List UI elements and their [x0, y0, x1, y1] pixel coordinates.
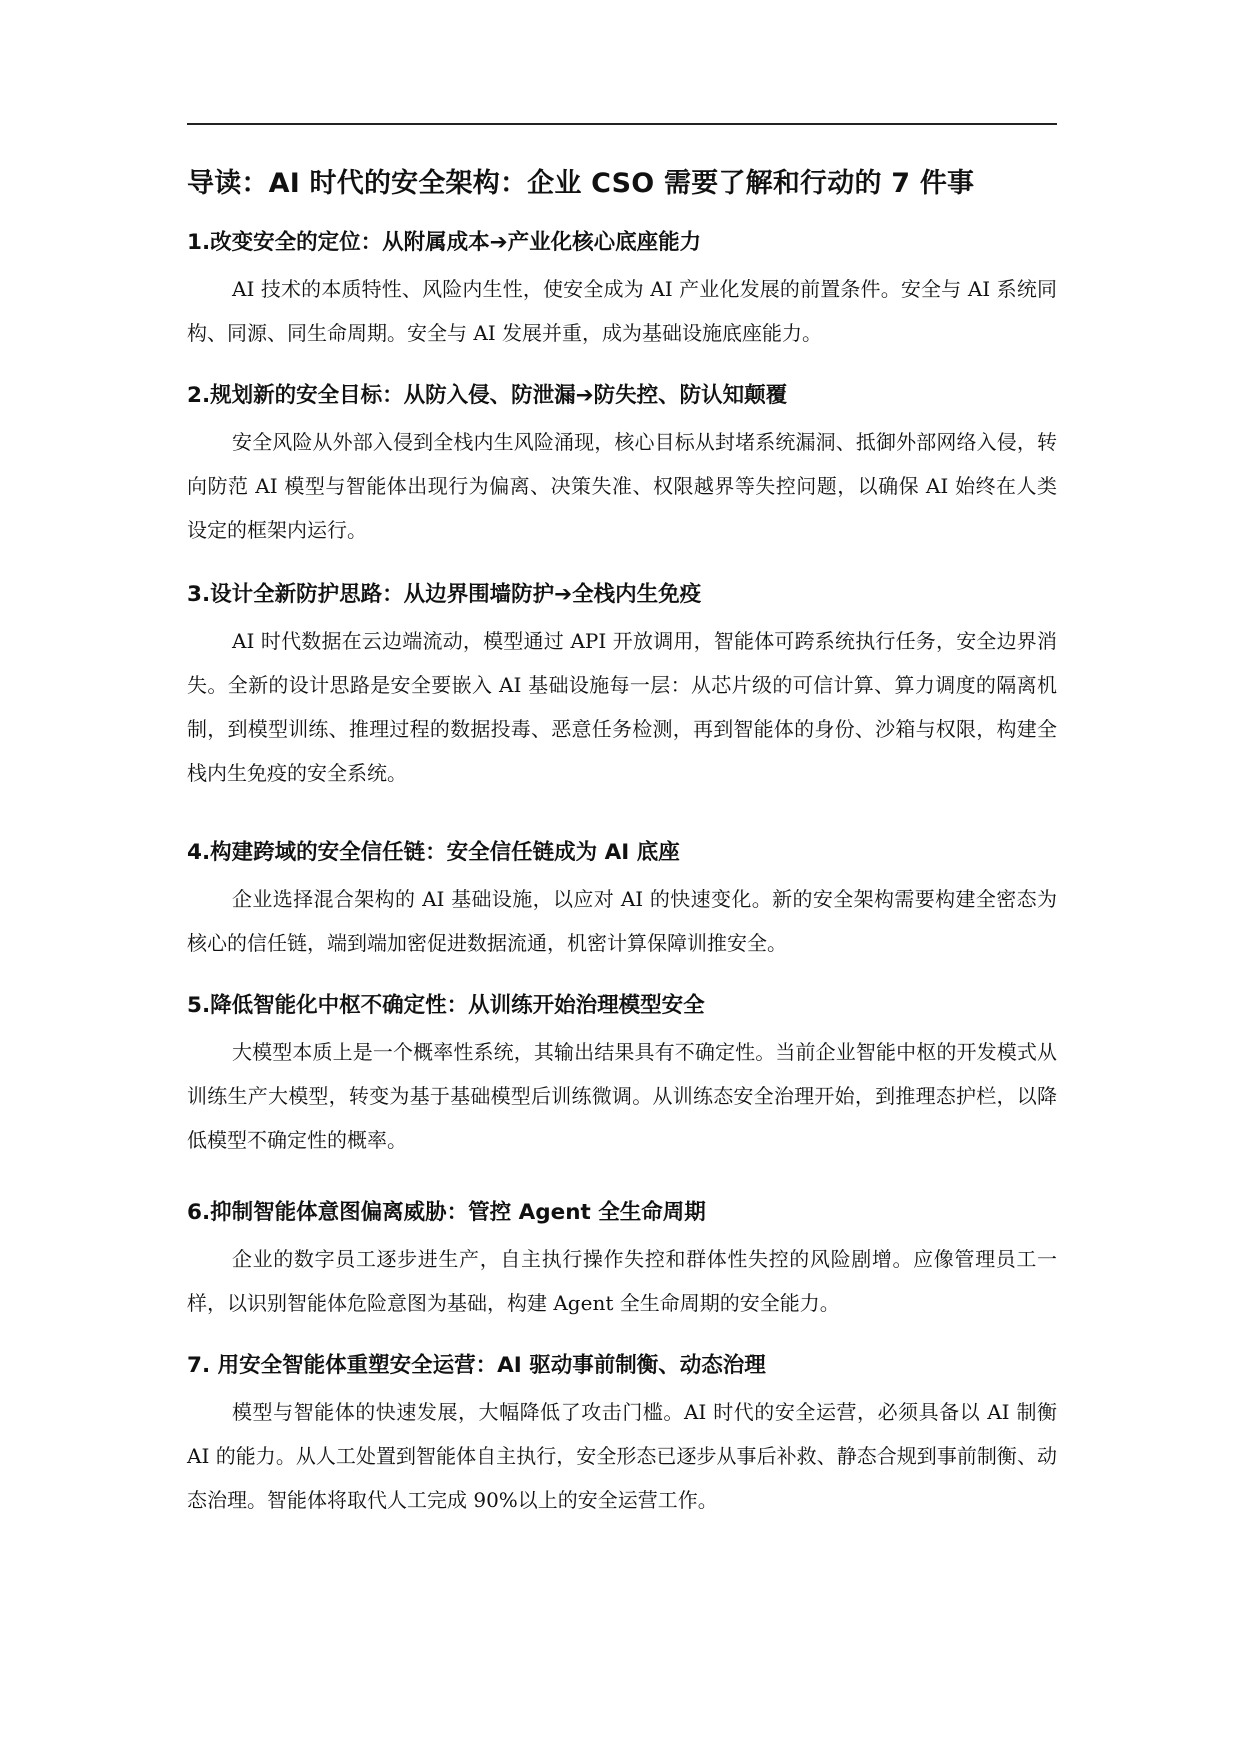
section-heading: 5.降低智能化中枢不确定性：从训练开始治理模型安全: [187, 993, 705, 1018]
section-paragraph: 企业的数字员工逐步进生产，自主执行操作失控和群体性失控的风险剧增。应像管理员工一样，以识别智能体危险意图为基础，构建 Agent 全生命周期的安全能力。: [187, 1247, 1057, 1315]
section-heading: 2.规划新的安全目标：从防入侵、防泄漏➔防失控、防认知颠覆: [187, 383, 788, 408]
section-paragraph: 模型与智能体的快速发展，大幅降低了攻击门槛。AI 时代的安全运营，必须具备以 AI 制衡 AI 的能力。从人工处置到智能体自主执行，安全形态已逐步从事后补救、静态合规到事前制衡、动态治理。智能体将取代人工完成 90%以上的安全运营工作。: [187, 1400, 1057, 1512]
section-4: [187, 837, 1057, 965]
section-paragraph: AI 技术的本质特性、风险内生性，使安全成为 AI 产业化发展的前置条件。安全与 AI 系统同构、同源、同生命周期。安全与 AI 发展并重，成为基础设施底座能力。: [187, 277, 1057, 345]
section-1: [187, 227, 1057, 355]
section-paragraph: 安全风险从外部入侵到全栈内生风险涌现，核心目标从封堵系统漏洞、抵御外部网络入侵，转向防范 AI 模型与智能体出现行为偏离、决策失准、权限越界等失控问题，以确保 AI 始终在人类设定的框架内运行。: [187, 430, 1057, 542]
page-title: 导读：AI 时代的安全架构：企业 CSO 需要了解和行动的 7 件事: [187, 168, 975, 199]
section-heading: 3.设计全新防护思路：从边界围墙防护➔全栈内生免疫: [187, 582, 702, 607]
section-paragraph: 企业选择混合架构的 AI 基础设施，以应对 AI 的快速变化。新的安全架构需要构建全密态为核心的信任链，端到端加密促进数据流通，机密计算保障训推安全。: [187, 887, 1057, 955]
section-3: [187, 579, 1057, 795]
section-paragraph: 大模型本质上是一个概率性系统，其输出结果具有不确定性。当前企业智能中枢的开发模式从训练生产大模型，转变为基于基础模型后训练微调。从训练态安全治理开始，到推理态护栏，以降低模型不确定性的概率。: [187, 1040, 1057, 1152]
section-paragraph: AI 时代数据在云边端流动，模型通过 API 开放调用，智能体可跨系统执行任务，安全边界消失。全新的设计思路是安全要嵌入 AI 基础设施每一层：从芯片级的可信计算、算力调度的隔离机制，到模型训练、推理过程的数据投毒、恶意任务检测，再到智能体的身份、沙箱与权限，构建全栈内生免疫的安全系统。: [187, 629, 1057, 785]
section-heading: 6.抑制智能体意图偏离威胁：管控 Agent 全生命周期: [187, 1200, 706, 1225]
header-rule: [187, 123, 1057, 125]
section-6: [187, 1197, 1057, 1325]
section-heading: 7. 用安全智能体重塑安全运营：AI 驱动事前制衡、动态治理: [187, 1353, 766, 1378]
section-2: [187, 380, 1057, 552]
section-5: [187, 990, 1057, 1162]
section-heading: 1.改变安全的定位：从附属成本➔产业化核心底座能力: [187, 230, 702, 255]
section-7: [187, 1350, 1057, 1522]
section-heading: 4.构建跨域的安全信任链：安全信任链成为 AI 底座: [187, 840, 680, 865]
